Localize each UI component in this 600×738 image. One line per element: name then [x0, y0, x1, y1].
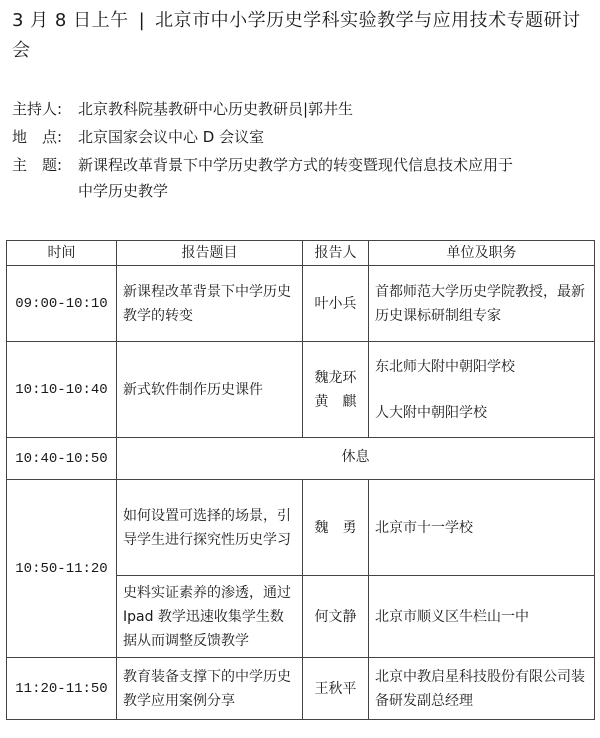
- unit-cell: 北京市顺义区牛栏山一中: [369, 576, 595, 658]
- host-line: [12, 98, 353, 120]
- header-unit: 单位及职务: [369, 241, 595, 266]
- host-value: 北京教科院基教研中心历史教研员|郭井生: [78, 100, 354, 118]
- time-cell: 10:50-11:20: [7, 480, 117, 658]
- speaker-cell: 魏 勇: [303, 480, 369, 576]
- speaker-cell: [303, 342, 369, 438]
- speaker-cell: 王秋平: [303, 658, 369, 720]
- theme-line: [12, 154, 592, 202]
- time-cell: 10:40-10:50: [7, 438, 117, 480]
- header-time: 时间: [7, 241, 117, 266]
- session-date: 3 月 8 日上午: [12, 10, 129, 31]
- schedule-table: [6, 240, 595, 720]
- unit-cell: 北京中教启星科技股份有限公司装备研发副总经理: [369, 658, 595, 720]
- break-cell: 休息: [117, 438, 595, 480]
- theme-value-1: 新课程改革背景下中学历史教学方式的转变暨现代信息技术应用于: [78, 156, 514, 174]
- topic-cell: 史料实证素养的渗透，通过 Ipad 教学迅速收集学生数据从而调整反馈教学: [117, 576, 303, 658]
- session-title: 北京市中小学历史学科实验教学与应用技术专题研讨会: [12, 10, 581, 61]
- unit-cell: 北京市十一学校: [369, 480, 595, 576]
- theme-label: 主 题:: [12, 156, 63, 174]
- theme-value-2: 中学历史教学: [78, 182, 169, 200]
- topic-cell: 新课程改革背景下中学历史教学的转变: [117, 266, 303, 342]
- speaker-name: 黄 麒: [314, 393, 357, 410]
- header-topic: 报告题目: [117, 241, 303, 266]
- title-separator: |: [138, 10, 146, 31]
- time-cell: 09:00-10:10: [7, 266, 117, 342]
- place-value: 北京国家会议中心 D 会议室: [78, 128, 265, 146]
- time-cell: 10:10-10:40: [7, 342, 117, 438]
- unit-cell: 首都师范大学历史学院教授，最新历史课标研制组专家: [369, 266, 595, 342]
- speaker-name: 魏龙环: [314, 369, 357, 386]
- unit-name: 东北师大附中朝阳学校: [375, 358, 515, 375]
- host-label: 主持人:: [12, 100, 63, 118]
- speaker-cell: 叶小兵: [303, 266, 369, 342]
- table-row: [7, 658, 595, 720]
- place-line: [12, 126, 264, 148]
- topic-cell: 如何设置可选择的场景，引导学生进行探究性历史学习: [117, 480, 303, 576]
- page-title: [12, 6, 588, 66]
- table-row: [7, 266, 595, 342]
- unit-name: 人大附中朝阳学校: [375, 404, 487, 421]
- table-row: [7, 480, 595, 576]
- time-cell: 11:20-11:50: [7, 658, 117, 720]
- unit-cell: [369, 342, 595, 438]
- speaker-cell: 何文静: [303, 576, 369, 658]
- table-header-row: [7, 241, 595, 266]
- table-row: [7, 342, 595, 438]
- header-speaker: 报告人: [303, 241, 369, 266]
- place-label: 地 点:: [12, 128, 63, 146]
- table-row: [7, 438, 595, 480]
- topic-cell: 教育装备支撑下的中学历史教学应用案例分享: [117, 658, 303, 720]
- topic-cell: 新式软件制作历史课件: [117, 342, 303, 438]
